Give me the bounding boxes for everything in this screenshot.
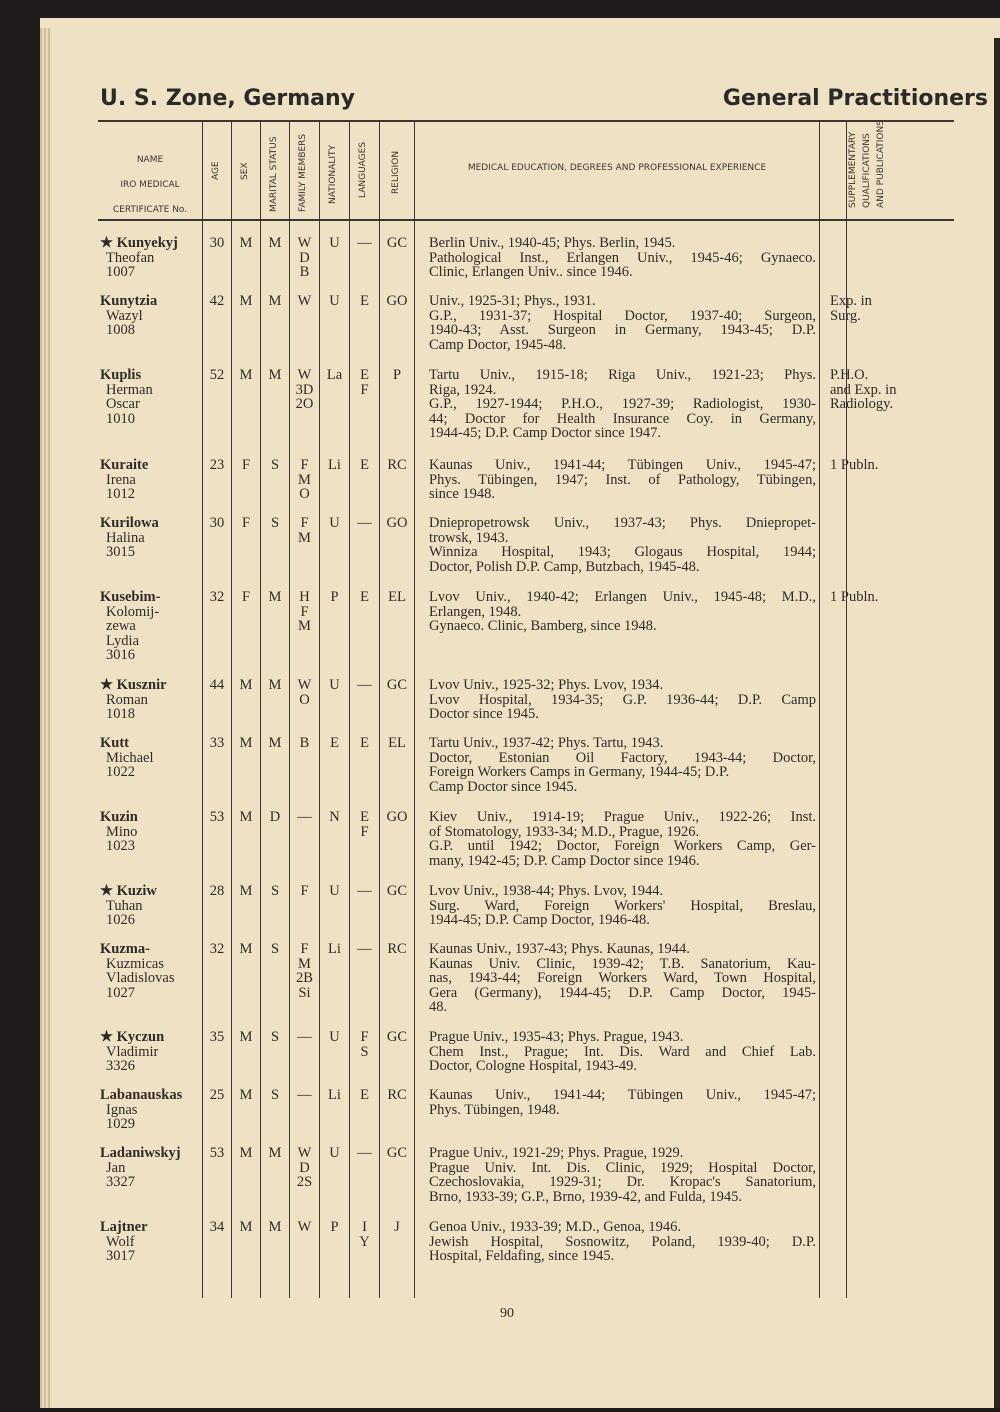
religion-cell: RC (387, 941, 407, 957)
religion-cell: EL (388, 589, 406, 605)
practitioner-name: Kutt Michael 1022 (100, 735, 154, 780)
practitioner-name: Lajtner Wolf 3017 (100, 1219, 148, 1264)
book-page (40, 18, 1000, 1408)
age-cell: 53 (209, 1145, 225, 1161)
education-cell: Lvov Univ., 1940-42; Erlangen Univ., 1945-48; M.D., Erlangen, 1948. Gynaeco. Clinic, Bamberg, since 1948. (429, 589, 816, 634)
supplementary-cell: Exp. in Surg. (830, 293, 872, 324)
column-header-age: AGE (211, 161, 221, 180)
family-members-cell: B (299, 735, 310, 751)
family-members-cell: W O (297, 677, 312, 708)
practitioner-name: Labanauskas Ignas 1029 (100, 1087, 183, 1132)
nationality-cell: E (330, 735, 339, 751)
marital-status-cell: M (268, 589, 282, 605)
family-members-cell: — (297, 809, 312, 825)
languages-cell: E (360, 293, 369, 309)
practitioner-name: ★ Kunyekyj Theofan 1007 (100, 235, 178, 280)
family-members-cell: W (297, 293, 312, 309)
family-members-cell: F M (298, 515, 311, 546)
languages-cell: E (360, 735, 369, 751)
page-gutter (994, 38, 1000, 1408)
marital-status-cell: S (270, 1087, 280, 1103)
sex-cell: M (239, 1145, 253, 1161)
column-header-religion: RELIGION (391, 150, 401, 194)
languages-cell: — (357, 883, 372, 899)
family-members-cell: F M 2B Si (296, 941, 313, 1001)
nationality-cell: P (330, 589, 339, 605)
languages-cell: E F (360, 367, 369, 398)
marital-status-cell: M (268, 235, 282, 251)
age-cell: 32 (209, 589, 225, 605)
languages-cell: E (360, 1087, 369, 1103)
sex-cell: F (241, 457, 251, 473)
religion-cell: GC (386, 1029, 408, 1045)
languages-cell: — (357, 235, 372, 251)
practitioner-name: Kuplis Herman Oscar 1010 (100, 367, 153, 427)
religion-cell: GC (386, 235, 408, 251)
sex-cell: M (239, 677, 253, 693)
column-header-family-members: FAMILY MEMBERS (298, 133, 308, 212)
family-members-cell: W 3D 2O (295, 367, 314, 412)
marital-status-cell: S (270, 883, 280, 899)
age-cell: 42 (209, 293, 225, 309)
column-header-supplementary-2: QUALIFICATIONS (862, 133, 872, 208)
languages-cell: E (360, 589, 369, 605)
education-cell: Kaunas Univ., 1941-44; Tübingen Univ., 1945-47; Phys. Tübingen, 1947; Inst. of Pathology, Tübingen, since 1948. (429, 457, 816, 502)
languages-cell: — (357, 1145, 372, 1161)
nationality-cell: Li (328, 1087, 341, 1103)
family-members-cell: W (297, 1219, 312, 1235)
age-cell: 44 (209, 677, 225, 693)
sex-cell: M (239, 293, 253, 309)
religion-cell: P (392, 367, 402, 383)
religion-cell: RC (387, 1087, 407, 1103)
page-edge-stack (40, 28, 52, 1408)
sex-cell: M (239, 367, 253, 383)
column-rule (819, 121, 820, 1298)
family-members-cell: F (300, 883, 309, 899)
column-header-education: MEDICAL EDUCATION, DEGREES AND PROFESSIONAL EXPERIENCE (467, 163, 767, 173)
religion-cell: RC (387, 457, 407, 473)
nationality-cell: P (330, 1219, 339, 1235)
family-members-cell: W D B (297, 235, 312, 280)
education-cell: Kaunas Univ., 1937-43; Phys. Kaunas, 1944. Kaunas Univ. Clinic, 1939-42; T.B. Sanatorium, Kau- nas, 1943-44; Foreign Workers Ward, Town Hospital, Gera (Germany), 1944-45; D.P. Camp Doctor, 1945- 48. (429, 941, 816, 1015)
column-header-languages: LANGUAGES (358, 141, 368, 198)
marital-status-cell: S (270, 515, 280, 531)
religion-cell: GC (386, 677, 408, 693)
marital-status-cell: S (270, 941, 280, 957)
marital-status-cell: M (268, 1145, 282, 1161)
supplementary-cell: 1 Publn. (830, 457, 879, 473)
column-rule (414, 121, 415, 1298)
religion-cell: GC (386, 1145, 408, 1161)
sex-cell: M (239, 235, 253, 251)
nationality-cell: U (329, 677, 340, 693)
practitioner-name: Ladaniwskyj Jan 3327 (100, 1145, 181, 1190)
age-cell: 25 (209, 1087, 225, 1103)
education-cell: Lvov Univ., 1938-44; Phys. Lvov, 1944. Surg. Ward, Foreign Workers' Hospital, Breslau, 1944-45; D.P. Camp Doctor, 1946-48. (429, 883, 816, 928)
education-cell: Prague Univ., 1935-43; Phys. Prague, 1943. Chem Inst., Prague; Int. Dis. Ward and Chief Lab. Doctor, Cologne Hospital, 1943-49. (429, 1029, 816, 1074)
education-cell: Kiev Univ., 1914-19; Prague Univ., 1922-26; Inst. of Stomatology, 1933-34; M.D., Prague, 1926. G.P. until 1942; Doctor, Foreign Workers Camp, Ger- many, 1942-45; D.P. Camp Doctor since 1946. (429, 809, 816, 869)
column-header-name: NAME IRO MEDICAL CERTIFICATE No. (112, 155, 188, 215)
marital-status-cell: S (270, 1029, 280, 1045)
education-cell: Tartu Univ., 1915-18; Riga Univ., 1921-23; Phys. Riga, 1924. G.P., 1927-1944; P.H.O., 1927-39; Radiologist, 1930- 44; Doctor for Health Insurance Coy. in Germany, 1944-45; D.P. Camp Doctor since 1947. (429, 367, 816, 441)
age-cell: 32 (209, 941, 225, 957)
marital-status-cell: M (268, 735, 282, 751)
column-header-supplementary-1: SUPPLEMENTARY (848, 131, 858, 208)
marital-status-cell: M (268, 367, 282, 383)
practitioner-name: Kusebim- Kolomij- zewa Lydia 3016 (100, 589, 161, 663)
practitioner-name: Kuraite Irena 1012 (100, 457, 149, 502)
header-top-rule (98, 120, 954, 122)
supplementary-cell: P.H.O. and Exp. in Radiology. (830, 367, 897, 412)
education-cell: Univ., 1925-31; Phys., 1931. G.P., 1931-37; Hospital Doctor, 1937-40; Surgeon, 1940-43; Asst. Surgeon in Germany, 1943-45; D.P. Camp Doctor, 1945-48. (429, 293, 816, 353)
column-header-marital-status: MARITAL STATUS (269, 136, 279, 212)
running-header-right: General Practitioners (722, 86, 988, 111)
nationality-cell: U (329, 293, 340, 309)
age-cell: 33 (209, 735, 225, 751)
nationality-cell: La (326, 367, 343, 383)
column-header-nationality: NATIONALITY (328, 145, 338, 204)
languages-cell: E F (360, 809, 369, 840)
family-members-cell: H F M (298, 589, 311, 634)
nationality-cell: U (329, 515, 340, 531)
page-number: 90 (500, 1306, 514, 1321)
age-cell: 23 (209, 457, 225, 473)
practitioner-name: Kuzma- Kuzmicas Vladislovas 1027 (100, 941, 175, 1001)
marital-status-cell: S (270, 457, 280, 473)
age-cell: 30 (209, 235, 225, 251)
religion-cell: GO (386, 515, 408, 531)
practitioner-name: ★ Kuziw Tuhan 1026 (100, 883, 157, 928)
religion-cell: GO (386, 809, 408, 825)
nationality-cell: U (329, 1029, 340, 1045)
sex-cell: M (239, 1219, 253, 1235)
practitioner-name: ★ Kyczun Vladimir 3326 (100, 1029, 165, 1074)
family-members-cell: F M O (298, 457, 311, 502)
languages-cell: F S (360, 1029, 369, 1060)
religion-cell: GO (386, 293, 408, 309)
age-cell: 53 (209, 809, 225, 825)
practitioner-name: Kunytzia Wazyl 1008 (100, 293, 158, 338)
age-cell: 28 (209, 883, 225, 899)
age-cell: 35 (209, 1029, 225, 1045)
marital-status-cell: M (268, 293, 282, 309)
languages-cell: — (357, 941, 372, 957)
education-cell: Berlin Univ., 1940-45; Phys. Berlin, 1945. Pathological Inst., Erlangen Univ., 1945-46; Gynaeco. Clinic, Erlangen Univ.. since 1946. (429, 235, 816, 280)
age-cell: 30 (209, 515, 225, 531)
sex-cell: M (239, 809, 253, 825)
sex-cell: M (239, 1029, 253, 1045)
education-cell: Genoa Univ., 1933-39; M.D., Genoa, 1946. Jewish Hospital, Sosnowitz, Poland, 1939-40; D.P. Hospital, Feldafing, since 1945. (429, 1219, 816, 1264)
family-members-cell: — (297, 1087, 312, 1103)
supplementary-cell: 1 Publn. (830, 589, 879, 605)
sex-cell: F (241, 515, 251, 531)
marital-status-cell: M (268, 1219, 282, 1235)
religion-cell: GC (386, 883, 408, 899)
languages-cell: — (357, 515, 372, 531)
sex-cell: M (239, 883, 253, 899)
nationality-cell: U (329, 883, 340, 899)
languages-cell: — (357, 677, 372, 693)
education-cell: Prague Univ., 1921-29; Phys. Prague, 1929. Prague Univ. Int. Dis. Clinic, 1929; Hospital Doctor, Czechoslovakia, 1929-31; Dr. Kropac's Sanatorium, Brno, 1933-39; G.P., Brno, 1939-42, and Fulda, 1945. (429, 1145, 816, 1205)
marital-status-cell: M (268, 677, 282, 693)
education-cell: Kaunas Univ., 1941-44; Tübingen Univ., 1945-47; Phys. Tübingen, 1948. (429, 1087, 816, 1118)
nationality-cell: N (329, 809, 340, 825)
nationality-cell: U (329, 1145, 340, 1161)
languages-cell: E (360, 457, 369, 473)
sex-cell: M (239, 941, 253, 957)
nationality-cell: Li (328, 457, 341, 473)
header-bottom-rule (98, 219, 954, 221)
family-members-cell: — (297, 1029, 312, 1045)
languages-cell: I Y (359, 1219, 370, 1250)
running-header-left: U. S. Zone, Germany (100, 86, 356, 111)
column-header-supplementary-3: AND PUBLICATIONS (876, 120, 886, 208)
nationality-cell: U (329, 235, 340, 251)
marital-status-cell: D (269, 809, 281, 825)
sex-cell: M (239, 1087, 253, 1103)
education-cell: Tartu Univ., 1937-42; Phys. Tartu, 1943. Doctor, Estonian Oil Factory, 1943-44; Doctor, Foreign Workers Camps in Germany, 1944-45; D.P. Camp Doctor since 1945. (429, 735, 816, 795)
religion-cell: J (394, 1219, 400, 1235)
nationality-cell: Li (328, 941, 341, 957)
practitioner-name: Kurilowa Halina 3015 (100, 515, 159, 560)
sex-cell: F (241, 589, 251, 605)
sex-cell: M (239, 735, 253, 751)
age-cell: 34 (209, 1219, 225, 1235)
age-cell: 52 (209, 367, 225, 383)
education-cell: Lvov Univ., 1925-32; Phys. Lvov, 1934. Lvov Hospital, 1934-35; G.P. 1936-44; D.P. Camp Doctor since 1945. (429, 677, 816, 722)
practitioner-name: Kuzin Mino 1023 (100, 809, 138, 854)
family-members-cell: W D 2S (296, 1145, 313, 1190)
religion-cell: EL (388, 735, 406, 751)
column-header-sex: SEX (240, 162, 250, 180)
education-cell: Dniepropetrowsk Univ., 1937-43; Phys. Dniepropet- trowsk, 1943. Winniza Hospital, 1943; Glogaus Hospital, 1944; Doctor, Polish D.P. Camp, Butzbach, 1945-48. (429, 515, 816, 575)
practitioner-name: ★ Kusznir Roman 1018 (100, 677, 167, 722)
